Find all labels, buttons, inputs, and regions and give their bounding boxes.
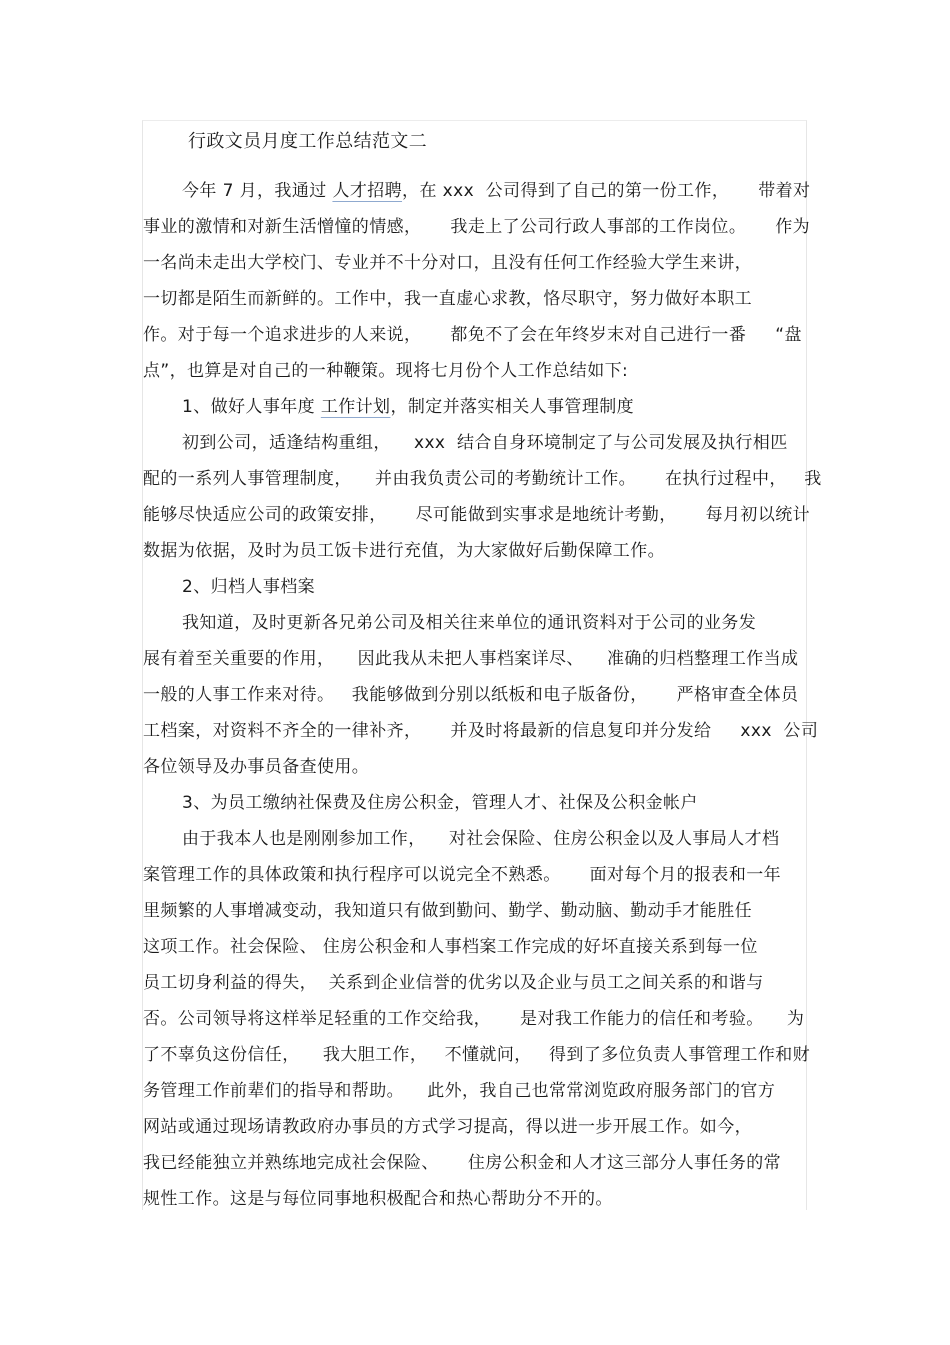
section1-line-3: 能够尽快适应公司的政策安排， 尽可能做到实事求是地统计考勤， 每月初以统计	[143, 505, 811, 525]
section1-line-4: 数据为依据，及时为员工饭卡进行充值，为大家做好后勤保障工作。	[143, 541, 665, 561]
intro-line-6: 点”，也算是对自己的一种鞭策。现将七月份个人工作总结如下:	[143, 361, 629, 381]
section2-line-4: 工档案，对资料不齐全的一律补齐， 并及时将最新的信息复印并分发给 xxx 公司	[143, 721, 819, 741]
section3-line-2: 案管理工作的具体政策和执行程序可以说完全不熟悉。 面对每个月的报表和一年	[143, 865, 782, 885]
section2-line-3: 一般的人事工作来对待。 我能够做到分别以纸板和电子版备份， 严格审查全体员	[143, 685, 799, 705]
intro-line-1	[182, 180, 810, 202]
heading-text: ，制定并落实相关人事管理制度	[390, 397, 635, 417]
section3-line-4: 这项工作。社会保险、 住房公积金和人事档案工作完成的好坏直接关系到每一位	[143, 937, 758, 957]
section3-line-10: 我已经能独立并熟练地完成社会保险、 住房公积金和人才这三部分人事任务的常	[143, 1153, 782, 1173]
section2-line-2: 展有着至关重要的作用， 因此我从未把人事档案详尽、 准确的归档整理工作当成	[143, 649, 799, 669]
section3-line-8: 务管理工作前辈们的指导和帮助。 此外，我自己也常常浏览政府服务部门的官方	[143, 1081, 776, 1101]
section3-heading: 3、为员工缴纳社保费及住房公积金，管理人才、社保及公积金帐户	[182, 793, 698, 813]
section3-line-6: 否。公司领导将这样举足轻重的工作交给我， 是对我工作能力的信任和考验。 为	[143, 1009, 805, 1029]
section3-line-5: 员工切身利益的得失， 关系到企业信誉的优劣以及企业与员工之间关系的和谐与	[143, 973, 764, 993]
intro-line-4: 一切都是陌生而新鲜的。工作中，我一直虚心求教，恪尽职守，努力做好本职工	[143, 289, 752, 309]
heading-text: 1、做好人事年度	[182, 397, 321, 417]
section2-line-5: 各位领导及办事员备查使用。	[143, 757, 370, 777]
section3-line-1: 由于我本人也是刚刚参加工作， 对社会保险、住房公积金以及人事局人才档	[182, 829, 780, 849]
intro-line-5: 作。对于每一个追求进步的人来说， 都免不了会在年终岁末对自己进行一番 “盘	[143, 325, 802, 345]
work-plan-link[interactable]: 工作计划	[320, 397, 391, 417]
section3-line-7: 了不辜负这份信任， 我大胆工作， 不懂就问， 得到了多位负责人事管理工作和财	[143, 1045, 811, 1065]
document-title: 行政文员月度工作总结范文二	[188, 131, 428, 152]
section1-line-1: 初到公司，适逢结构重组， xxx 结合自身环境制定了与公司发展及执行相匹	[182, 433, 788, 453]
intro-text: 今年 7 月，我通过	[182, 181, 333, 201]
section2-heading: 2、归档人事档案	[182, 577, 316, 597]
section3-line-11: 规性工作。这是与每位同事地积极配合和热心帮助分不开的。	[143, 1189, 613, 1209]
section1-line-2: 配的一系列人事管理制度， 并由我负责公司的考勤统计工作。 在执行过程中， 我	[143, 469, 822, 489]
intro-text: ，在 xxx 公司得到了自己的第一份工作， 带着对	[402, 181, 811, 201]
section2-line-1: 我知道，及时更新各兄弟公司及相关往来单位的通讯资料对于公司的业务发	[182, 613, 757, 633]
recruit-link[interactable]: 人才招聘	[332, 181, 403, 201]
section3-line-9: 网站或通过现场请教政府办事员的方式学习提高，得以进一步开展工作。如今，	[143, 1117, 752, 1137]
section3-line-3: 里频繁的人事增减变动，我知道只有做到勤问、勤学、勤动脑、勤动手才能胜任	[143, 901, 752, 921]
intro-line-2: 事业的激情和对新生活憎憧的情感， 我走上了公司行政人事部的工作岗位。 作为	[143, 217, 811, 237]
section1-heading	[182, 396, 634, 418]
intro-line-3: 一名尚未走出大学校门、专业并不十分对口，且没有任何工作经验大学生来讲，	[143, 253, 752, 273]
